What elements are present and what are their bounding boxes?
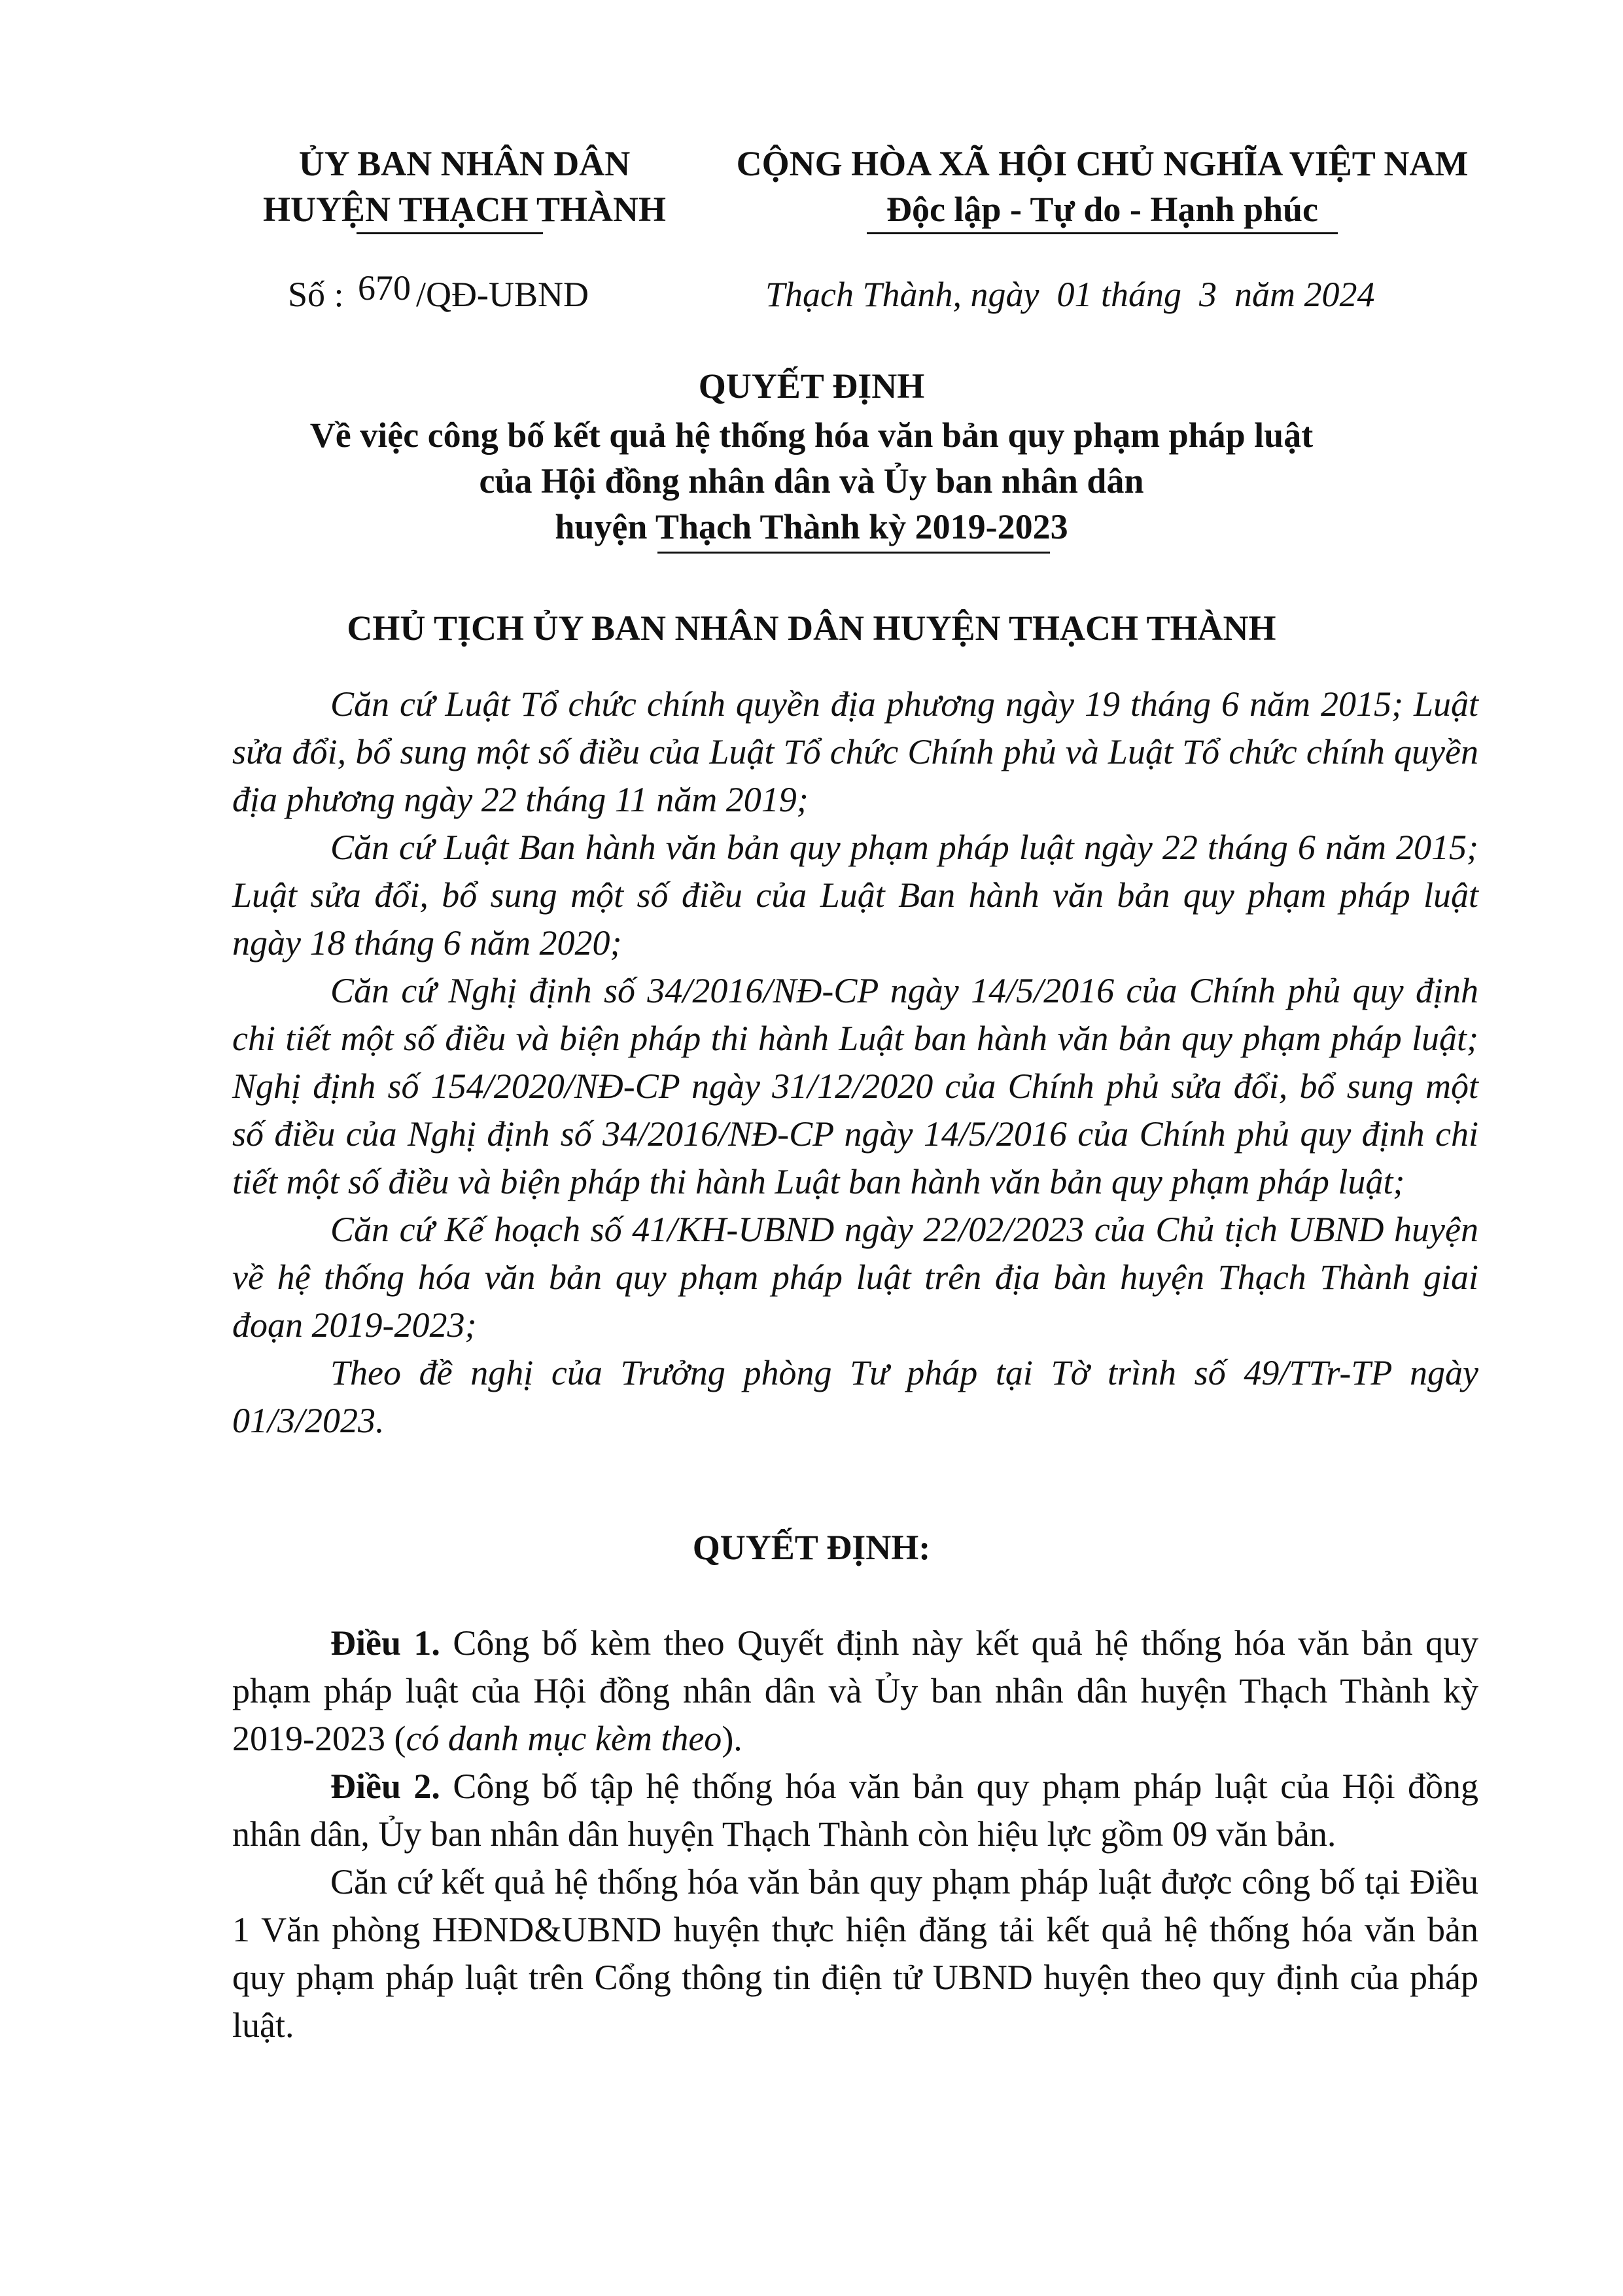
basis-item: Căn cứ Nghị định số 34/2016/NĐ-CP ngày 14/5/2016 của Chính phủ quy định chi tiết một số điều và biện pháp thi hành Luật ban hành văn bản quy phạm pháp luật; Nghị định số 154/2020/NĐ-CP ngày 31/12/2020 của Chính phủ sửa đổi, bổ sung một số điều của Nghị định số 34/2016/NĐ-CP ngày 14/5/2016 của Chính phủ quy định chi tiết một số điều và biện pháp thi hành Luật ban hành văn bản quy phạm pháp luật; (232, 971, 1478, 1201)
basis-item: Căn cứ Kế hoạch số 41/KH-UBND ngày 22/02/2023 của Chủ tịch UBND huyện về hệ thống hóa văn bản quy phạm pháp luật trên địa bàn huyện Thạch Thành giai đoạn 2019-2023; (232, 1210, 1478, 1345)
article-2 (232, 1763, 1478, 1858)
article-2-text: Công bố tập hệ thống hóa văn bản quy phạm pháp luật của Hội đồng nhân dân, Ủy ban nhân dân huyện Thạch Thành còn hiệu lực gồm 09 văn bản. (232, 1767, 1479, 1854)
article-1-label: Điều 1. (330, 1623, 440, 1663)
issuer-line-2: HUYỆN THẠCH THÀNH (262, 190, 667, 229)
article-1-end: ). (722, 1719, 742, 1758)
motto-underline (867, 232, 1338, 234)
number-prefix: Số : (288, 275, 344, 314)
articles (232, 1619, 1478, 2049)
document-number (288, 268, 589, 317)
document-title: QUYẾT ĐỊNH (698, 366, 925, 406)
basis-item: Căn cứ Luật Tổ chức chính quyền địa phương ngày 19 tháng 6 năm 2015; Luật sửa đổi, bổ sung một số điều của Luật Tổ chức Chính phủ và Luật Tổ chức chính quyền địa phương ngày 22 tháng 11 năm 2019; (232, 684, 1478, 819)
legal-bases (232, 680, 1478, 1445)
decision-heading: QUYẾT ĐỊNH: (692, 1528, 931, 1567)
issuer-line-1: ỦY BAN NHÂN DÂN (298, 144, 631, 183)
date-place: Thạch Thành, ngày 01 tháng 3 năm 2024 (765, 275, 1375, 314)
basis-item: Căn cứ Luật Ban hành văn bản quy phạm pháp luật ngày 22 tháng 6 năm 2015; Luật sửa đổi, bổ sung một số điều của Luật Ban hành văn bản quy phạm pháp luật ngày 18 tháng 6 năm 2020; (232, 828, 1478, 963)
subject-line-3: huyện Thạch Thành kỳ 2019-2023 (555, 507, 1068, 546)
article-1 (232, 1619, 1478, 1763)
basis-item: Theo đề nghị của Trưởng phòng Tư pháp tại Tờ trình số 49/TTr-TP ngày 01/3/2023. (232, 1353, 1478, 1440)
article-1-note: có danh mục kèm theo (406, 1719, 722, 1758)
number-suffix: /QĐ-UBND (416, 275, 589, 314)
issuing-authority: CHỦ TỊCH ỦY BAN NHÂN DÂN HUYỆN THẠCH THÀNH (347, 609, 1276, 648)
article-2-label: Điều 2. (330, 1767, 440, 1806)
title-underline (657, 552, 1050, 554)
issuer-underline (357, 232, 543, 234)
article-2-paragraph: Căn cứ kết quả hệ thống hóa văn bản quy phạm pháp luật được công bố tại Điều 1 Văn phòng HĐND&UBND huyện thực hiện đăng tải kết quả hệ thống hóa văn bản quy phạm pháp luật trên Cổng thông tin điện tử UBND huyện theo quy định của pháp luật. (232, 1862, 1478, 2045)
article-1-text: Công bố kèm theo Quyết định này kết quả hệ thống hóa văn bản quy phạm pháp luật của Hội đồng nhân dân và Ủy ban nhân dân huyện Thạch Thành kỳ 2019-2023 ( (232, 1623, 1479, 1758)
national-motto: Độc lập - Tự do - Hạnh phúc (886, 190, 1319, 229)
national-title: CỘNG HÒA XÃ HỘI CHỦ NGHĨA VIỆT NAM (736, 144, 1469, 183)
number-value: 670 (358, 268, 411, 308)
subject-line-2: của Hội đồng nhân dân và Ủy ban nhân dân (479, 461, 1144, 501)
subject-line-1: Về việc công bố kết quả hệ thống hóa văn bản quy phạm pháp luật (309, 415, 1314, 455)
